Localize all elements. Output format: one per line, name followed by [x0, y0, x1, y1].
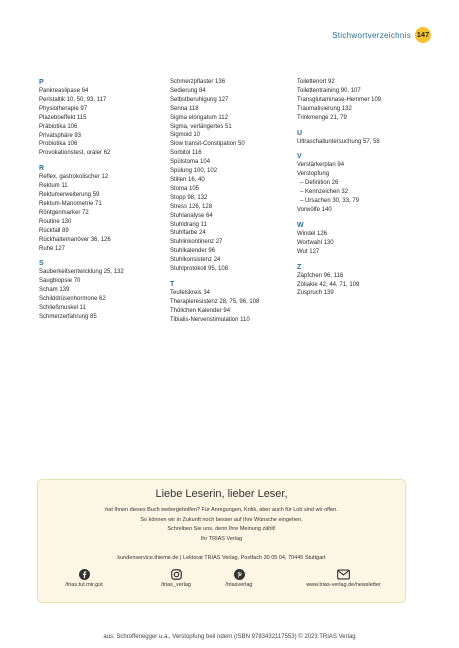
index-entry: Sauberkeitsentwicklung 25, 132	[39, 269, 124, 276]
index-letter-heading: T	[170, 280, 175, 288]
index-entry: Selbstberuhigung 127	[170, 96, 229, 103]
index-entry: Transglutaminase-Hemmer 109	[297, 96, 382, 103]
index-entry: Stoma 105	[170, 185, 200, 192]
index-entry: Sigma, verlängertes 51	[170, 123, 232, 130]
index-entry: Präbiotika 106	[39, 123, 78, 130]
index-letter-heading: U	[297, 129, 303, 137]
index-entry: Stuhlfarbe 24	[170, 230, 206, 237]
index-entry: Schmerzerfahrung 85	[39, 313, 97, 320]
feedback-signature: Ihr TRIAS Verlag	[200, 535, 243, 542]
index-entry: Provokationstest, oraler 62	[39, 150, 111, 157]
index-column-1	[39, 78, 164, 322]
pinterest-icon	[234, 569, 245, 580]
index-column-3	[297, 78, 427, 298]
index-entry: Physiotherapie 97	[39, 105, 88, 112]
running-header: Stichwortverzeichnis	[332, 31, 411, 40]
social-pinterest[interactable]	[204, 569, 274, 588]
social-label: /triasverlag	[225, 582, 253, 588]
index-letter-heading: Z	[297, 263, 302, 271]
index-entry: Wut 127	[297, 248, 320, 255]
feedback-title: Liebe Leserin, lieber Leser,	[155, 488, 288, 500]
index-entry: Routine 130	[39, 218, 72, 225]
index-entry: Stuhlinkontinenz 27	[170, 239, 223, 246]
index-entry: Verstärkerplan 94	[297, 162, 345, 169]
index-entry: Plazeboeffekt 115	[39, 114, 87, 121]
index-letter-heading: P	[39, 79, 44, 86]
index-entry: Senna 118	[170, 105, 199, 112]
index-column-2	[170, 78, 294, 325]
index-entry: Zuspruch 139	[297, 290, 334, 297]
index-entry: Tibialis-Nervenstimulation 110	[170, 316, 250, 323]
index-letter-heading: S	[39, 260, 44, 268]
index-entry: Traumatisierung 132	[297, 105, 352, 112]
index-entry: Sorbitol 116	[170, 150, 202, 157]
index-entry: Zäpfchen 96, 116	[297, 272, 344, 279]
index-entry: Slow transit-Constipation 50	[170, 141, 245, 148]
index-entry: Saugbiopsie 70	[39, 278, 81, 285]
index-entry: Rückhaltemanöver 36, 126	[39, 236, 111, 243]
index-entry: Schilddrüsenhormone 62	[39, 296, 106, 303]
index-entry: Zöliakie 42, 44, 71, 109	[297, 281, 360, 288]
feedback-text	[58, 506, 385, 544]
index-entry: Ruhe 127	[39, 245, 66, 252]
index-letter-heading: R	[39, 165, 45, 173]
instagram-icon	[171, 569, 182, 580]
index-entry: Schließmuskel 11	[39, 305, 86, 312]
index-entry: Wortwahl 130	[297, 239, 334, 246]
index-entry: Reflex, gastrokolischer 12	[39, 174, 109, 181]
index-entry: Röntgenmarker 72	[39, 209, 89, 216]
index-letter-heading: W	[297, 221, 304, 229]
index-entry: Sigma elongatum 112	[170, 114, 228, 121]
index-letter-heading: V	[297, 153, 302, 161]
index-entry: Rektum-Manometrie 71	[39, 200, 102, 207]
index-subentry: – Kennzeichen 32	[300, 189, 349, 196]
index-entry: Teufelskreis 34	[170, 289, 211, 296]
feedback-box	[37, 479, 406, 603]
index-entry: Spülung 100, 102	[170, 168, 218, 175]
feedback-line-3: Schreiben Sie uns, denn Ihre Meinung zählt!	[167, 526, 276, 532]
index-entry: Probiotika 106	[39, 141, 78, 148]
index-entry: Stuhlanalyse 64	[170, 212, 213, 219]
index-entry: Peristaltik 10, 50, 93, 117	[39, 96, 107, 103]
index-entry: Windel 126	[297, 230, 328, 237]
index-entry: Stillen 16, 40	[170, 176, 205, 183]
social-facebook[interactable]	[44, 569, 124, 588]
index-entry: Privatsphäre 93	[39, 132, 82, 139]
index-entry: Stopp 98, 132	[170, 194, 208, 201]
index-entry: Pankreaslipase 64	[39, 88, 89, 94]
facebook-icon	[79, 569, 90, 580]
index-entry: Spülstoma 104	[170, 159, 211, 166]
index-entry: Stress 126, 128	[170, 203, 213, 210]
index-subentry: – Definition 26	[300, 180, 339, 187]
index-entry: Trinkmenge 21, 79	[297, 114, 347, 121]
index-entry: Verstopfung	[297, 171, 330, 178]
contact-line[interactable]: kundenservice.thieme.de | Lektorat TRIAS Verlag, Postfach 30 05 04, 70445 Stuttgart	[117, 555, 326, 561]
index-entry: Schmerzpflaster 136	[170, 79, 226, 85]
mail-icon	[337, 569, 350, 580]
index-entry: Thölichen Kalender 94	[170, 307, 231, 314]
index-entry: Rektumerweiterung 59	[39, 192, 100, 199]
index-entry: Toilettentraining 90, 107	[297, 87, 361, 94]
index-entry: Scham 139	[39, 287, 70, 294]
index-entry: Rektum 11	[39, 183, 68, 190]
index-entry: Toilettenort 92	[297, 79, 335, 85]
index-entry: Sedierung 84	[170, 87, 206, 94]
social-label: /trias.tut.mir.gut	[65, 582, 103, 588]
social-label: www.trias-verlag.de/newsletter	[306, 582, 381, 588]
index-entry: Sigmoid 10	[170, 132, 201, 139]
social-instagram[interactable]	[141, 569, 211, 588]
feedback-line-2: So können wir in Zukunft noch besser auf Ihre Wünsche eingehen.	[140, 516, 303, 523]
social-label: /trias_verlag	[161, 582, 191, 588]
index-entry: Ultraschalluntersuchung 57, 58	[297, 138, 380, 145]
index-entry: Rückfall 89	[39, 227, 69, 234]
source-footer: aus: Schroffenegger u.a., Verstopfung beil ndern (ISBN 9783432117553) © 2023 TRIAS Verlag	[103, 634, 356, 640]
page-number-badge: 147	[415, 27, 431, 43]
index-entry: Stuhldrang 11	[170, 221, 207, 228]
social-newsletter[interactable]	[286, 569, 401, 588]
index-entry: Therapieresistenz 28, 75, 96, 108	[170, 298, 260, 305]
index-entry: Stuhlkonsistenz 24	[170, 257, 221, 264]
index-subentry: – Ursachen 30, 33, 79	[300, 198, 360, 205]
index-entry: Stuhlprotokoll 95, 108	[170, 266, 229, 273]
index-entry: Stuhlkalender 96	[170, 248, 216, 255]
index-entry: Vorwölfe 140	[297, 206, 332, 213]
feedback-line-1: hat Ihnen dieses Buch weitergeholfen? Für Anregungen, Kritik, aber auch für Lob sind wir offen.	[105, 507, 338, 513]
